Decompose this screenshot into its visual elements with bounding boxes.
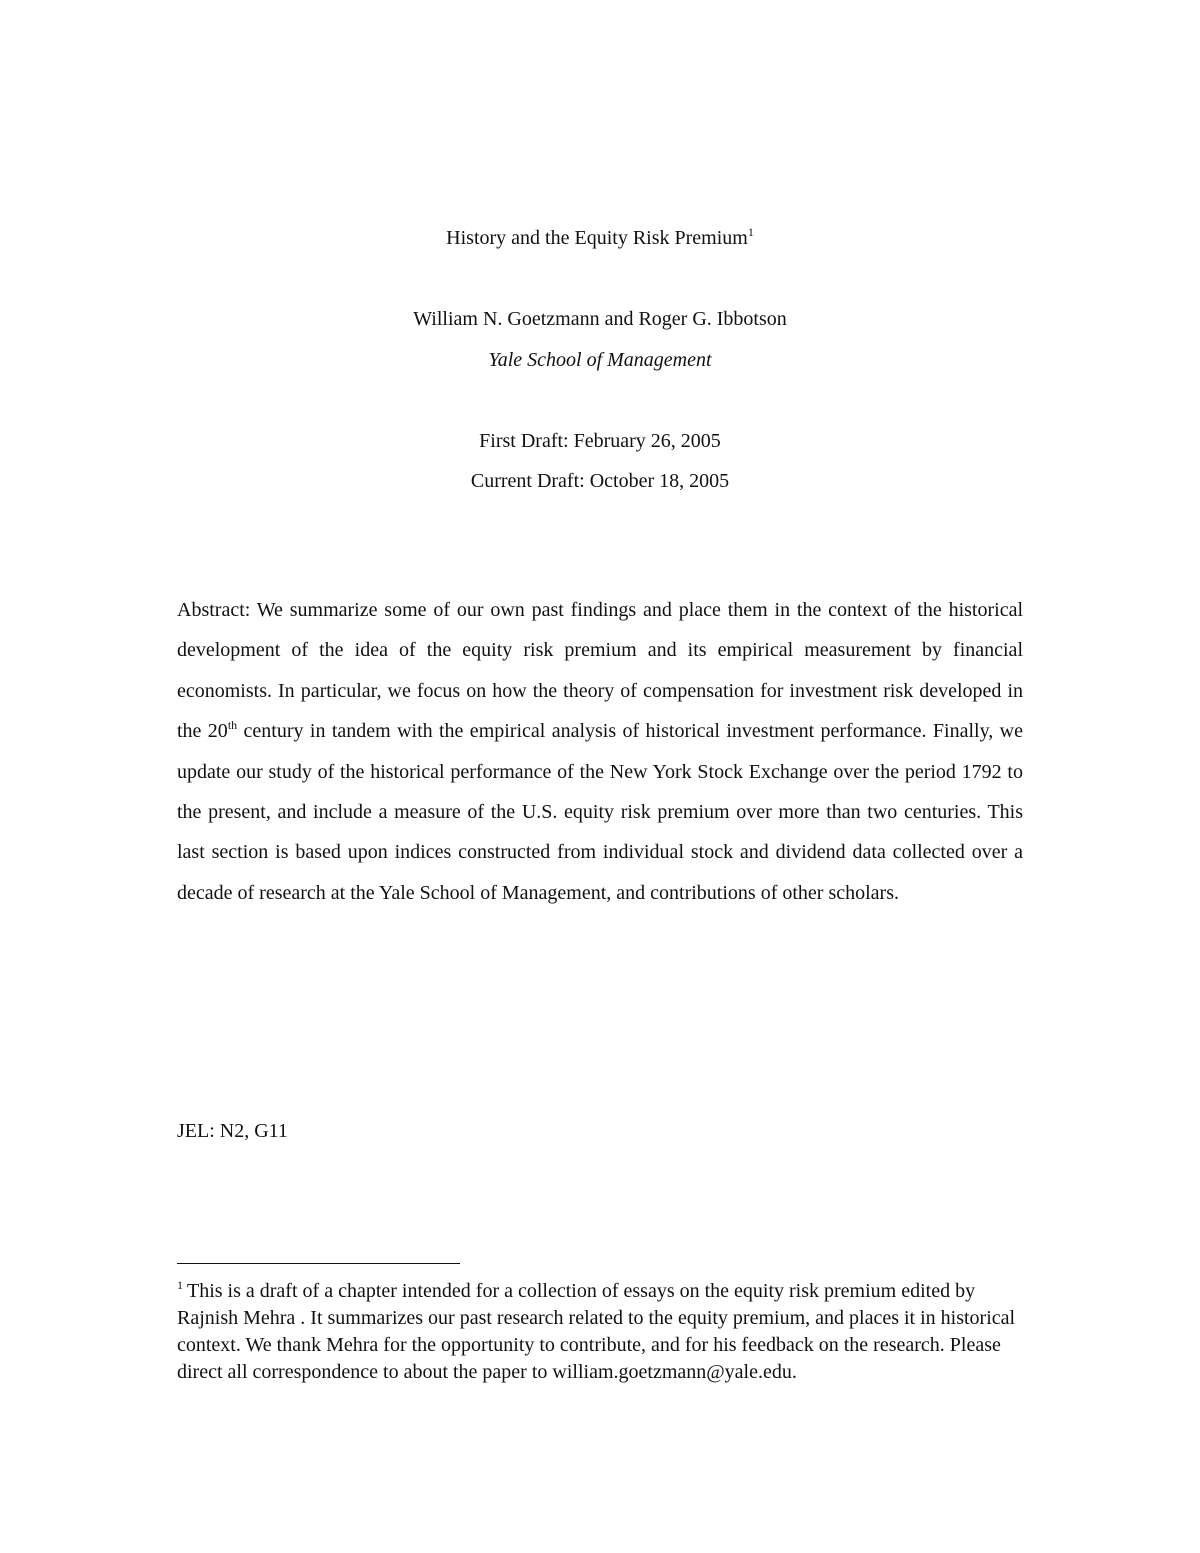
abstract-text-part1: Abstract: We summarize some of our own past findings and place them in the context of the historical development of the idea of the equity risk premium and its empirical measurement by financial economists. In particular, we focus on how the theory of compensation for investment risk developed in the 20 <box>177 599 1023 743</box>
author-affiliation: Yale School of Management <box>488 349 712 371</box>
author-names: William N. Goetzmann and Roger G. Ibbotson <box>413 308 787 330</box>
abstract-superscript: th <box>227 718 238 733</box>
footnote-mark: 1 <box>177 1278 183 1292</box>
jel-codes: JEL: N2, G11 <box>177 1120 288 1142</box>
footnote-divider <box>177 1263 460 1264</box>
current-draft-date: Current Draft: October 18, 2005 <box>470 470 730 492</box>
footnote-text: This is a draft of a chapter intended for a collection of essays on the equity risk premium edited by Rajnish Mehra . It summarizes our past research related to the equity premium, and places it in historical context. We thank Mehra for the opportunity to contribute, and for his feedback on the research. Please direct all correspondence to about the paper to william.goetzmann@yale.edu. <box>177 1280 1016 1383</box>
footnote <box>177 1278 1027 1386</box>
abstract-text-part2: century in tandem with the empirical analysis of historical investment performance. Finally, we update our study of the historical performance of the New York Stock Exchange over the period 1792 to the present, and include a measure of the U.S. equity risk premium over more than two centuries. This last section is based upon indices constructed from individual stock and dividend data collected over a decade of research at the Yale School of Management, and contributions of other scholars. <box>177 720 1023 904</box>
first-draft-date: First Draft: February 26, 2005 <box>479 430 721 452</box>
paper-title-text: History and the Equity Risk Premium <box>446 227 748 249</box>
abstract-paragraph <box>177 590 1023 913</box>
paper-title <box>0 226 1200 250</box>
title-footnote-ref: 1 <box>747 225 754 239</box>
